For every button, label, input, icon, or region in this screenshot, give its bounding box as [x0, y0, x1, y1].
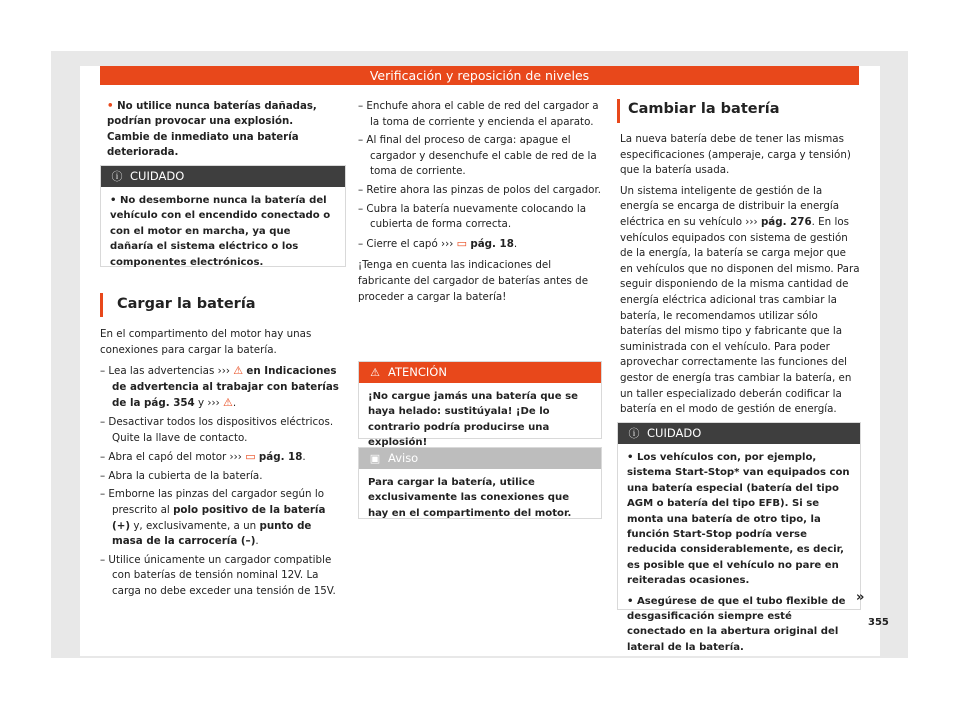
book-icon: ▭	[456, 236, 468, 250]
info-circle-icon: ⓘ	[628, 427, 640, 440]
section-title-cambiar: Cambiar la batería	[628, 101, 780, 117]
list-item: – Cierre el capó ››› ▭ pág. 18.	[358, 236, 518, 250]
list-item: – Retire ahora las pinzas de polos del cargador.	[358, 183, 602, 196]
cuidado-header	[618, 423, 860, 444]
column-2	[358, 99, 602, 310]
list-item: – Lea las advertencias ››› ⚠ en Indicaciones de advertencia al trabajar con baterías de la pág. 354 y ››› ⚠.	[100, 364, 339, 410]
atencion-text: ¡No cargue jamás una batería que se haya helado: sustitúyala! ¡De lo contrario podría producirse una explosión!	[368, 391, 578, 449]
cuidado-body	[618, 444, 860, 666]
list-item: – Abra la cubierta de la batería.	[100, 469, 263, 482]
list-item: • Asegúrese de que el tubo flexible de desgasificación siempre esté conectado en la abertura original del lateral de la batería.	[627, 595, 846, 653]
warning-triangle-icon: ⚠	[233, 364, 244, 378]
cuidado-box-2	[617, 422, 861, 653]
cuidado-text: No desemborne nunca la batería del vehículo con el encendido conectado o con el motor en marcha, ya que dañaría el sistema eléctrico o los componentes electrónicos.	[110, 195, 331, 268]
cargador-note: ¡Tenga en cuenta las indicaciones del fabricante del cargador de baterías antes de proceder a cargar la batería!	[358, 259, 589, 303]
list-item: – Cubra la batería nuevamente colocando la cubierta de forma correcta.	[358, 202, 587, 231]
list-item: • Los vehículos con, por ejemplo, sistema Start-Stop* van equipados con una batería especial (batería del tipo AGM o batería del tipo EFB). Si se monta una batería de otro tipo, la función Start-Stop podría verse reducida considerablemente, es decir, es posible que el vehículo no pare en reiteradas ocasiones.	[627, 452, 850, 587]
atencion-header	[359, 362, 601, 383]
cuidado-title: CUIDADO	[647, 426, 702, 440]
cambiar-body	[620, 132, 860, 423]
book-icon: ▭	[245, 450, 256, 464]
bullet-icon: •	[110, 195, 120, 206]
warning-triangle-icon: ⚠	[370, 366, 380, 379]
list-item: – Desactivar todos los dispositivos eléctricos. Quite la llave de contacto.	[100, 415, 334, 444]
section-marker	[617, 99, 620, 123]
top-warning-text: No utilice nunca baterías dañadas, podrían provocar una explosión. Cambie de inmediato una batería deteriorada.	[107, 101, 317, 159]
list-item: – Enchufe ahora el cable de red del cargador a la toma de corriente y encienda el aparato.	[358, 100, 599, 128]
aviso-text: Para cargar la batería, utilice exclusivamente las conexiones que hay en el compartimento del motor.	[368, 477, 572, 519]
list-item: – Emborne las pinzas del cargador según lo prescrito al polo positivo de la batería (+) y, exclusivamente, a un punto de masa de la carrocería (–).	[100, 488, 326, 548]
cuidado-box-1	[100, 165, 346, 267]
atencion-title: ATENCIÓN	[388, 365, 447, 379]
section-marker	[100, 293, 103, 317]
section-title-cargar: Cargar la batería	[117, 296, 256, 312]
aviso-header	[359, 448, 601, 469]
cuidado-header	[101, 166, 345, 187]
aviso-box	[358, 447, 602, 519]
top-warning	[107, 99, 337, 161]
continue-arrow-icon: »	[856, 590, 865, 605]
bullet-icon: •	[107, 101, 114, 112]
cambiar-p1: La nueva batería debe de tener las mismas especificaciones (amperaje, carga y tensión) que la batería usada.	[620, 133, 851, 177]
list-item: – Abra el capó del motor ››› ▭ pág. 18.	[100, 450, 306, 464]
cargar-body	[100, 327, 344, 603]
warning-triangle-icon: ⚠	[222, 396, 233, 410]
list-item: – Al final del proceso de carga: apague el cargador y desenchufe el cable de red de la toma de corriente.	[358, 134, 597, 178]
cuidado-body	[101, 187, 345, 276]
aviso-title: Aviso	[388, 451, 419, 465]
cuidado-title: CUIDADO	[130, 169, 185, 183]
cargar-intro: En el compartimento del motor hay unas conexiones para cargar la batería.	[100, 328, 312, 356]
list-item: – Utilice únicamente un cargador compatible con baterías de tensión nominal 12V. La carga no debe exceder una tensión de 15V.	[100, 553, 336, 597]
atencion-box	[358, 361, 602, 449]
page-header: Verificación y reposición de niveles	[100, 66, 859, 85]
note-icon: ▣	[369, 452, 381, 465]
info-circle-icon: ⓘ	[111, 170, 123, 183]
cambiar-p2: Un sistema inteligente de gestión de la energía se encarga de distribuir la energía eléctrica en su vehículo ››› pág. 276. En los vehículos equipados con sistema de gestión de la energía, la batería se carga mejor que en vehículos que no disponen del mismo. Para seguir disponiendo de la misma cantidad de energía eléctrica adicional tras cambiar la batería, le recomendamos utilizar sólo baterías del mismo tipo y fabricante que la suministrada con el vehículo. Para poder aprovechar correctamente las funciones del gestor de energía tras cambiar la batería, en un taller especializado deberán codificar la batería en el modo de gestión de energía.	[620, 184, 860, 416]
page-number: 355	[868, 617, 889, 628]
